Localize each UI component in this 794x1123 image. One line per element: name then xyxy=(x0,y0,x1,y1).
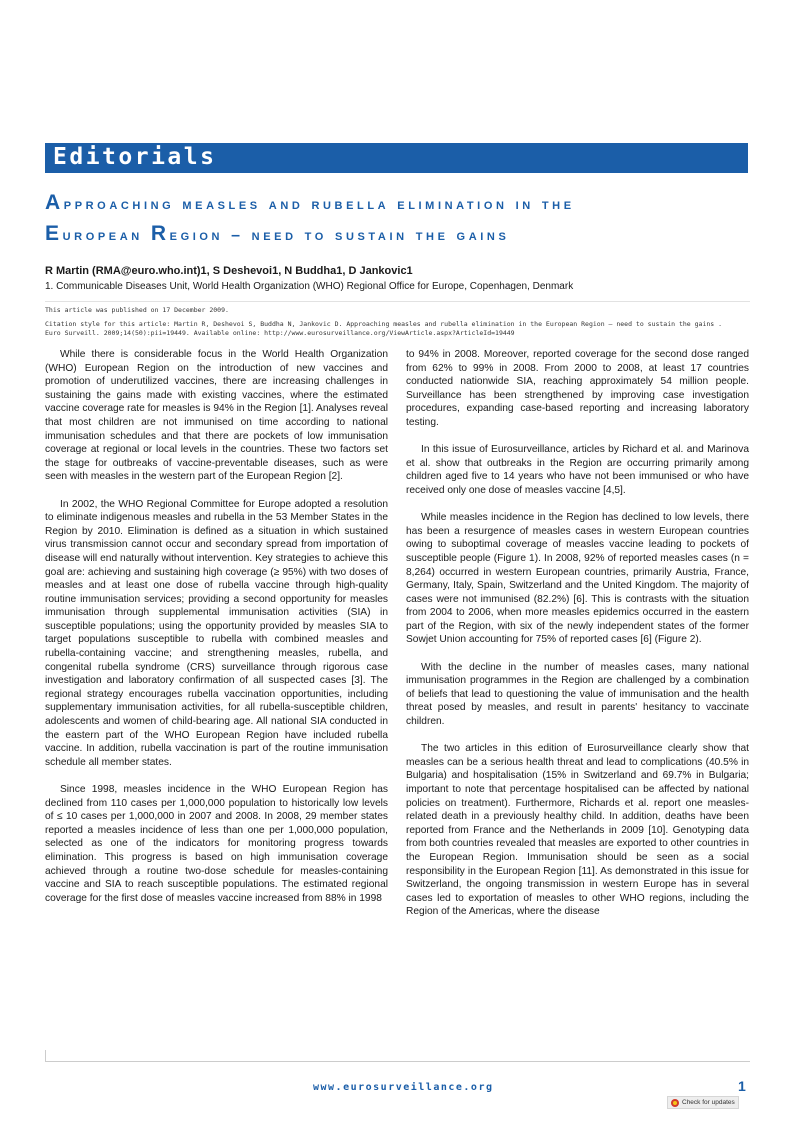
title-cap: R xyxy=(150,222,170,245)
journal-website-link[interactable]: www.eurosurveillance.org xyxy=(313,1082,494,1093)
author-affiliation: 1. Communicable Diseases Unit, World Health Organization (WHO) Regional Office for Europe, Copenhagen, Denmark xyxy=(45,281,574,292)
body-column-right xyxy=(406,348,749,933)
check-for-updates-icon xyxy=(671,1099,679,1107)
title-cap: E xyxy=(45,222,63,245)
footer-divider xyxy=(45,1061,750,1062)
section-banner xyxy=(45,143,748,173)
title-line-2 xyxy=(45,222,510,245)
body-paragraph: With the decline in the number of measles cases, many national immunisation programmes in the Region are challenged by a combination of beliefs that lead to questioning the value of immunisation and the health threat posed by measles, and result in parents' hesitancy to vaccinate children. xyxy=(406,661,749,728)
citation-line: Citation style for this article: Martin R, Deshevoi S, Buddha N, Jankovic D. Approaching measles and rubella elimination in the European Region – need to sustain the gains . xyxy=(45,320,723,328)
body-paragraph: Since 1998, measles incidence in the WHO European Region has declined from 110 cases per 1,000,000 population to historically low levels of ≤ 10 cases per 1,000,000 in 2007 and 2008. In 2008, 29 member states reported a measles incidence of less than one per 1,000,000 population, selected as one of the indicators for monitoring progress towards elimination. This progress is based on high immunisation coverage achieved through a routine two-dose schedule for measles-containing vaccine and SIA to reach susceptible populations. The estimated regional coverage for the first dose of measles vaccine increased from 88% in 1998 xyxy=(45,784,388,904)
body-paragraph: While there is considerable focus in the World Health Organization (WHO) European Region on the introduction of new vaccines and promotion of underutilized vaccines, there are increasing challenges in sustaining the gains made with existing vaccines, where the estimated vaccine coverage rate for measles is 94% in the Region [1]. Analyses reveal that most children are not immunised on time according to national immunisation schedules and that there are pockets of low immunisation coverage at regional or local levels in the countries. These two factors set the stage for outbreaks of vaccine-preventable diseases, such as were seen with measles in the western part of the European Region [2]. xyxy=(45,349,388,483)
body-paragraph: In this issue of Eurosurveillance, articles by Richard et al. and Marinova et al. show that outbreaks in the Region are occurring primarily among children aged five to 14 years who have not been immunised or who have received only one dose of measles vaccine [4,5]. xyxy=(406,444,749,496)
header-divider xyxy=(45,301,750,302)
section-label: Editorials xyxy=(53,144,217,170)
title-rest: egion – need to sustain the gains xyxy=(169,227,510,244)
check-for-updates-button[interactable] xyxy=(667,1096,739,1109)
body-paragraph: to 94% in 2008. Moreover, reported coverage for the second dose ranged from 62% to 99% in 2008. From 2000 to 2008, at least 17 countries conducted nationwide SIA, reaching approximately 54 million people. Surveillance has been strengthened by improving case investigation procedures, expanding case-based reporting and increasing laboratory testing. xyxy=(406,349,749,428)
body-paragraph: While measles incidence in the Region has declined to low levels, there has been a resurgence of measles cases in western European countries owing to suboptimal coverage of measles vaccine leading to pockets of susceptible people (Figure 1). In 2008, 92% of reported measles cases (n = 8,264) occurred in western European countries, primarily Austria, France, Germany, Italy, Spain, Switzerland and the United Kingdom. The majority of cases were not immunised (82.2%) [6]. This is contrasts with the situation from 2004 to 2006, when more measles epidemics occurred in the eastern part of the Region, with six of the newly independent states of the former Sowjet Union accounting for 75% of reported cases [6] (Figure 2). xyxy=(406,512,749,646)
title-rest: uropean xyxy=(62,227,151,244)
citation-line: Euro Surveill. 2009;14(50):pii=19449. Available online: http://www.eurosurveillance.org/ViewArticle.aspx?ArticleId=19449 xyxy=(45,329,515,337)
publication-date: This article was published on 17 December 2009. xyxy=(45,306,229,314)
article-metadata xyxy=(45,306,750,338)
check-for-updates-label: Check for updates xyxy=(682,1099,735,1106)
body-column-left xyxy=(45,348,388,919)
article-title xyxy=(45,188,750,250)
page-number: 1 xyxy=(738,1078,746,1094)
body-paragraph: The two articles in this edition of Eurosurveillance clearly show that measles can be a serious health threat and lead to complications (40.5% in Bulgaria) and hospitalisation (15% in Switzerland and 69.7% in Bulgaria; important to note that percentage hospitalised can be affected by national policies on treatment). Furthermore, Richards et al. report one measles-related death in a previously healthy child. In addition, deaths have been reported from France and the Netherlands in 2009 [10]. Genotyping data from both countries revealed that measles are exported to other countries in the European Region. Immunisation should be seen as a social responsibility in the European Region [11]. As demonstrated in this issue for Switzerland, the ongoing transmission in western Europe has in several cases led to exportation of measles to other WHO regions, including the Region of the Americas, where the disease xyxy=(406,743,749,918)
title-cap: A xyxy=(45,191,64,214)
author-list: R Martin (RMA@euro.who.int)1, S Deshevoi1, N Buddha1, D Jankovic1 xyxy=(45,265,413,277)
title-line-1 xyxy=(45,191,575,214)
body-paragraph: In 2002, the WHO Regional Committee for Europe adopted a resolution to eliminate indigenous measles and rubella in the 53 Member States in the Region by 2010. Elimination is defined as a situation in which sustained virus transmission cannot occur and secondary spread from importation of disease will end naturally without intervention. Key strategies to achieve this goal are: achieving and sustaining high coverage (≥ 95%) with two doses of measles and at least one dose of rubella vaccine through high-quality routine immunisation services; providing a second opportunity for measles immunisation through supplemental immunisation activities (SIA) in susceptible populations; using the opportunity provided by measles SIA to target populations susceptible to rubella with combined measles and rubella-containing vaccine; and strengthening measles, rubella, and congenital rubella syndrome (CRS) surveillance through rigorous case investigation and laboratory confirmation of all suspected cases [3]. The regional strategy encourages rubella vaccination opportunities, including supplementary immunisation activities, for all rubella-susceptible children, adolescents and women of child-bearing age. All national SIA conducted in the eastern part of the WHO European Region have included rubella vaccine. In addition, rubella vaccination is part of the routine immunisation schedule all member states. xyxy=(45,498,388,768)
title-rest: pproaching measles and rubella elimination in the xyxy=(63,196,575,213)
